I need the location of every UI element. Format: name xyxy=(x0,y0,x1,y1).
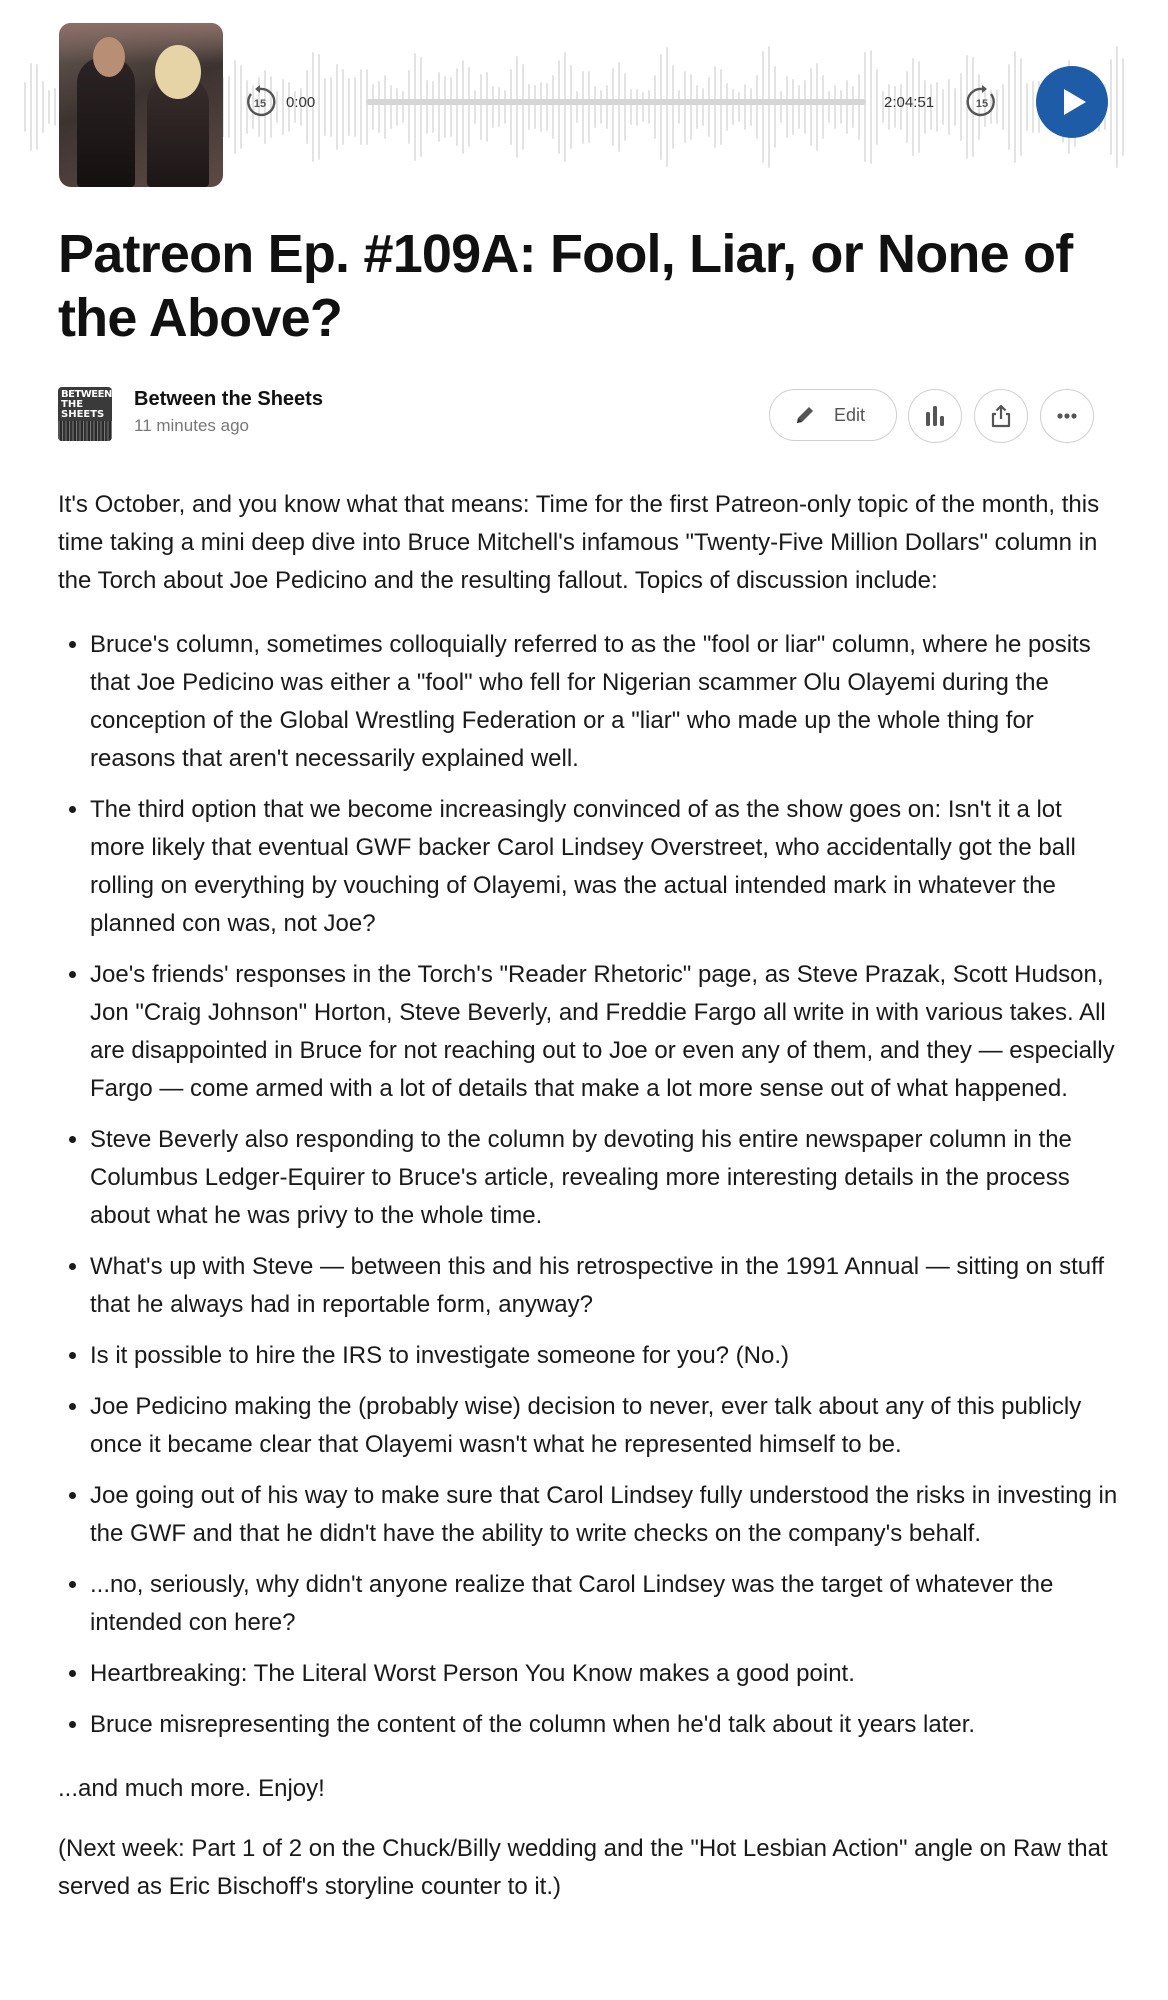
stats-icon xyxy=(922,403,948,429)
more-options-button[interactable] xyxy=(1040,389,1094,443)
post-title: Patreon Ep. #109A: Fool, Liar, or None of the Above? xyxy=(58,224,1073,348)
episode-cover-image xyxy=(59,23,223,187)
svg-text:15: 15 xyxy=(975,98,989,110)
list-item: • Bruce's column, sometimes colloquially referred to as the "fool or liar" column, where he posits that Joe Pedicino was either a "fool" who fell for Nigerian scammer Olu Olayemi during the conception of the Global Wrestling Federation or a "liar" who made up the whole thing for reasons that aren't necessarily explained well. xyxy=(90,626,1118,778)
topics-list xyxy=(58,626,1118,1744)
author-avatar[interactable]: BETWEEN THE SHEETS xyxy=(58,387,112,441)
current-time: 0:00 xyxy=(286,94,316,111)
outro-paragraph: ...and much more. Enjoy! xyxy=(58,1775,325,1802)
rewind-15-icon[interactable] xyxy=(242,84,278,120)
progress-track[interactable] xyxy=(366,99,866,105)
list-item: • Steve Beverly also responding to the column by devoting his entire newspaper column in the Columbus Ledger-Equirer to Bruce's article, revealing more interesting details in the process about what he was privy to the whole time. xyxy=(90,1121,1118,1235)
intro-paragraph: It's October, and you know what that means: Time for the first Patreon-only topic of the month, this time taking a mini deep dive into Bruce Mitchell's infamous "Twenty-Five Million Dollars" column in the Torch about Joe Pedicino and the resulting fallout. Topics of discussion include: xyxy=(58,491,1100,594)
list-item: • Joe Pedicino making the (probably wise) decision to never, ever talk about any of this publicly once it became clear that Olayemi wasn't what he represented himself to be. xyxy=(90,1388,1118,1464)
list-item: • Joe going out of his way to make sure that Carol Lindsey fully understood the risks in investing in the GWF and that he didn't have the ability to write checks on the company's behalf. xyxy=(90,1477,1118,1553)
post-timestamp: 11 minutes ago xyxy=(134,416,249,435)
edit-button[interactable]: Edit xyxy=(769,389,897,441)
more-icon xyxy=(1054,403,1080,429)
share-button[interactable] xyxy=(974,389,1028,443)
share-icon xyxy=(988,403,1014,429)
author-name[interactable]: Between the Sheets xyxy=(134,388,323,410)
play-button[interactable] xyxy=(1036,66,1108,138)
list-item: • What's up with Steve — between this and his retrospective in the 1991 Annual — sitting on stuff that he always had in reportable form, anyway? xyxy=(90,1248,1118,1324)
list-item: • Heartbreaking: The Literal Worst Person You Know makes a good point. xyxy=(90,1655,1118,1693)
pencil-icon xyxy=(794,404,816,426)
duration-time: 2:04:51 xyxy=(884,94,935,111)
list-item: • Bruce misrepresenting the content of the column when he'd talk about it years later. xyxy=(90,1706,1118,1744)
list-item: • ...no, seriously, why didn't anyone realize that Carol Lindsey was the target of whatever the intended con here? xyxy=(90,1566,1118,1642)
post-body xyxy=(58,486,1118,1906)
list-item: • The third option that we become increasingly convinced of as the show goes on: Isn't it a lot more likely that eventual GWF backer Carol Lindsey Overstreet, who accidentally got the ball rolling on everything by vouching of Olayemi, was the actual intended mark in whatever the planned con was, not Joe? xyxy=(90,791,1118,943)
svg-text:15: 15 xyxy=(253,98,267,110)
list-item: • Is it possible to hire the IRS to investigate someone for you? (No.) xyxy=(90,1337,1118,1375)
play-icon xyxy=(1062,87,1088,117)
stats-button[interactable] xyxy=(908,389,962,443)
forward-15-icon[interactable] xyxy=(964,84,1000,120)
list-item: • Joe's friends' responses in the Torch's "Reader Rhetoric" page, as Steve Prazak, Scott Hudson, Jon "Craig Johnson" Horton, Steve Beverly, and Freddie Fargo all write in with various takes. All are disappointed in Bruce for not reaching out to Joe or even any of them, and they — especially Fargo — come armed with a lot of details that make a lot more sense out of what happened. xyxy=(90,956,1118,1108)
audio-player xyxy=(24,20,1124,190)
next-week-paragraph: (Next week: Part 1 of 2 on the Chuck/Billy wedding and the "Hot Lesbian Action" angle on Raw that served as Eric Bischoff's storyline counter to it.) xyxy=(58,1835,1108,1900)
